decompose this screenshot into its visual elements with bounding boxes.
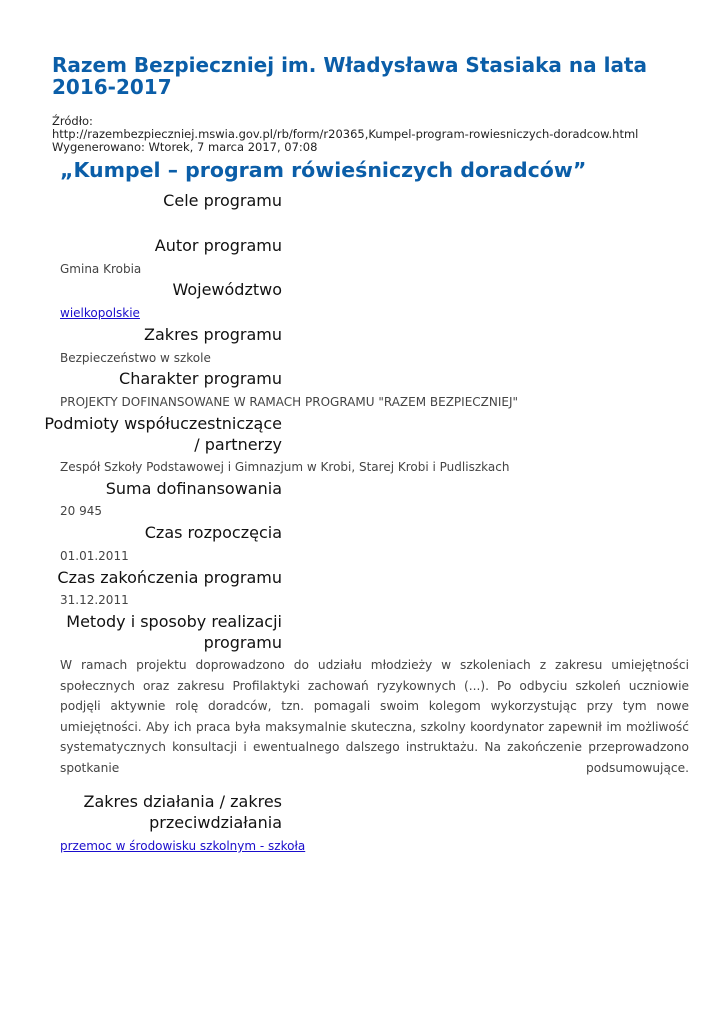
document-meta <box>52 115 692 154</box>
autor-value: Gmina Krobia <box>60 262 142 276</box>
zakres-label: Zakres programu <box>144 325 282 344</box>
suma-value: 20 945 <box>60 504 102 518</box>
source-url: http://razembezpieczniej.mswia.gov.pl/rb/form/r20365,Kumpel-program-rowiesniczych-doradcow.html <box>52 127 639 141</box>
generated-date: Wygenerowano: Wtorek, 7 marca 2017, 07:08 <box>52 140 318 154</box>
cele-label: Cele programu <box>163 191 282 210</box>
dzialania-label <box>40 791 282 833</box>
dzialania-label-line2: przeciwdziałania <box>149 813 282 832</box>
dzialania-label-line1: Zakres działania / zakres <box>83 792 282 811</box>
rozpoczecie-value: 01.01.2011 <box>60 549 129 563</box>
zakres-value: Bezpieczeństwo w szkole <box>60 351 211 365</box>
podmioty-label-line1: Podmioty współuczestniczące <box>44 414 282 433</box>
metody-label-line2: programu <box>203 633 282 652</box>
metody-label-line1: Metody i sposoby realizacji <box>66 612 282 631</box>
podmioty-label <box>40 413 282 455</box>
autor-label: Autor programu <box>154 236 282 255</box>
dzialania-value-container <box>60 838 700 854</box>
source-label: Źródło: <box>52 114 93 128</box>
suma-label: Suma dofinansowania <box>105 479 282 498</box>
metody-label <box>40 611 282 653</box>
podmioty-label-line2: / partnerzy <box>194 435 282 454</box>
charakter-label: Charakter programu <box>119 369 282 388</box>
wojewodztwo-link[interactable]: wielkopolskie <box>60 306 140 320</box>
podmioty-value: Zespół Szkoły Podstawowej i Gimnazjum w Krobi, Starej Krobi i Pudliszkach <box>60 460 510 474</box>
wojewodztwo-value-container <box>60 305 700 321</box>
charakter-value: PROJEKTY DOFINANSOWANE W RAMACH PROGRAMU "RAZEM BEZPIECZNIEJ" <box>60 395 519 409</box>
dzialania-link[interactable]: przemoc w środowisku szkolnym - szkoła <box>60 839 306 853</box>
article-title: „Kumpel – program rówieśniczych doradców” <box>60 158 587 182</box>
zakonczenie-label: Czas zakończenia programu <box>57 568 282 587</box>
wojewodztwo-label: Województwo <box>172 280 282 299</box>
zakonczenie-value: 31.12.2011 <box>60 593 129 607</box>
site-title: Razem Bezpieczniej im. Władysława Stasiaka na lata 2016-2017 <box>52 53 647 99</box>
metody-value: W ramach projektu doprowadzono do udziału młodzieży w szkoleniach z zakresu umiejętności społecznych oraz zakresu Profilaktyki zachowań ryzykownych (...). Po odbyciu szkoleń uczniowie podjęli aktywnie rolę doradców, tzn. pomagali swoim kolegom wykorzystując przy tym nowe umiejętności. Aby ich praca była maksymalnie skuteczna, szkolny koordynator zapewnił im możliwość systematycznych konsultacji i ewentualnego dalszego instruktażu. Na zakończenie przeprowadzono spotkanie podsumowujące. <box>60 658 689 775</box>
rozpoczecie-label: Czas rozpoczęcia <box>144 523 282 542</box>
